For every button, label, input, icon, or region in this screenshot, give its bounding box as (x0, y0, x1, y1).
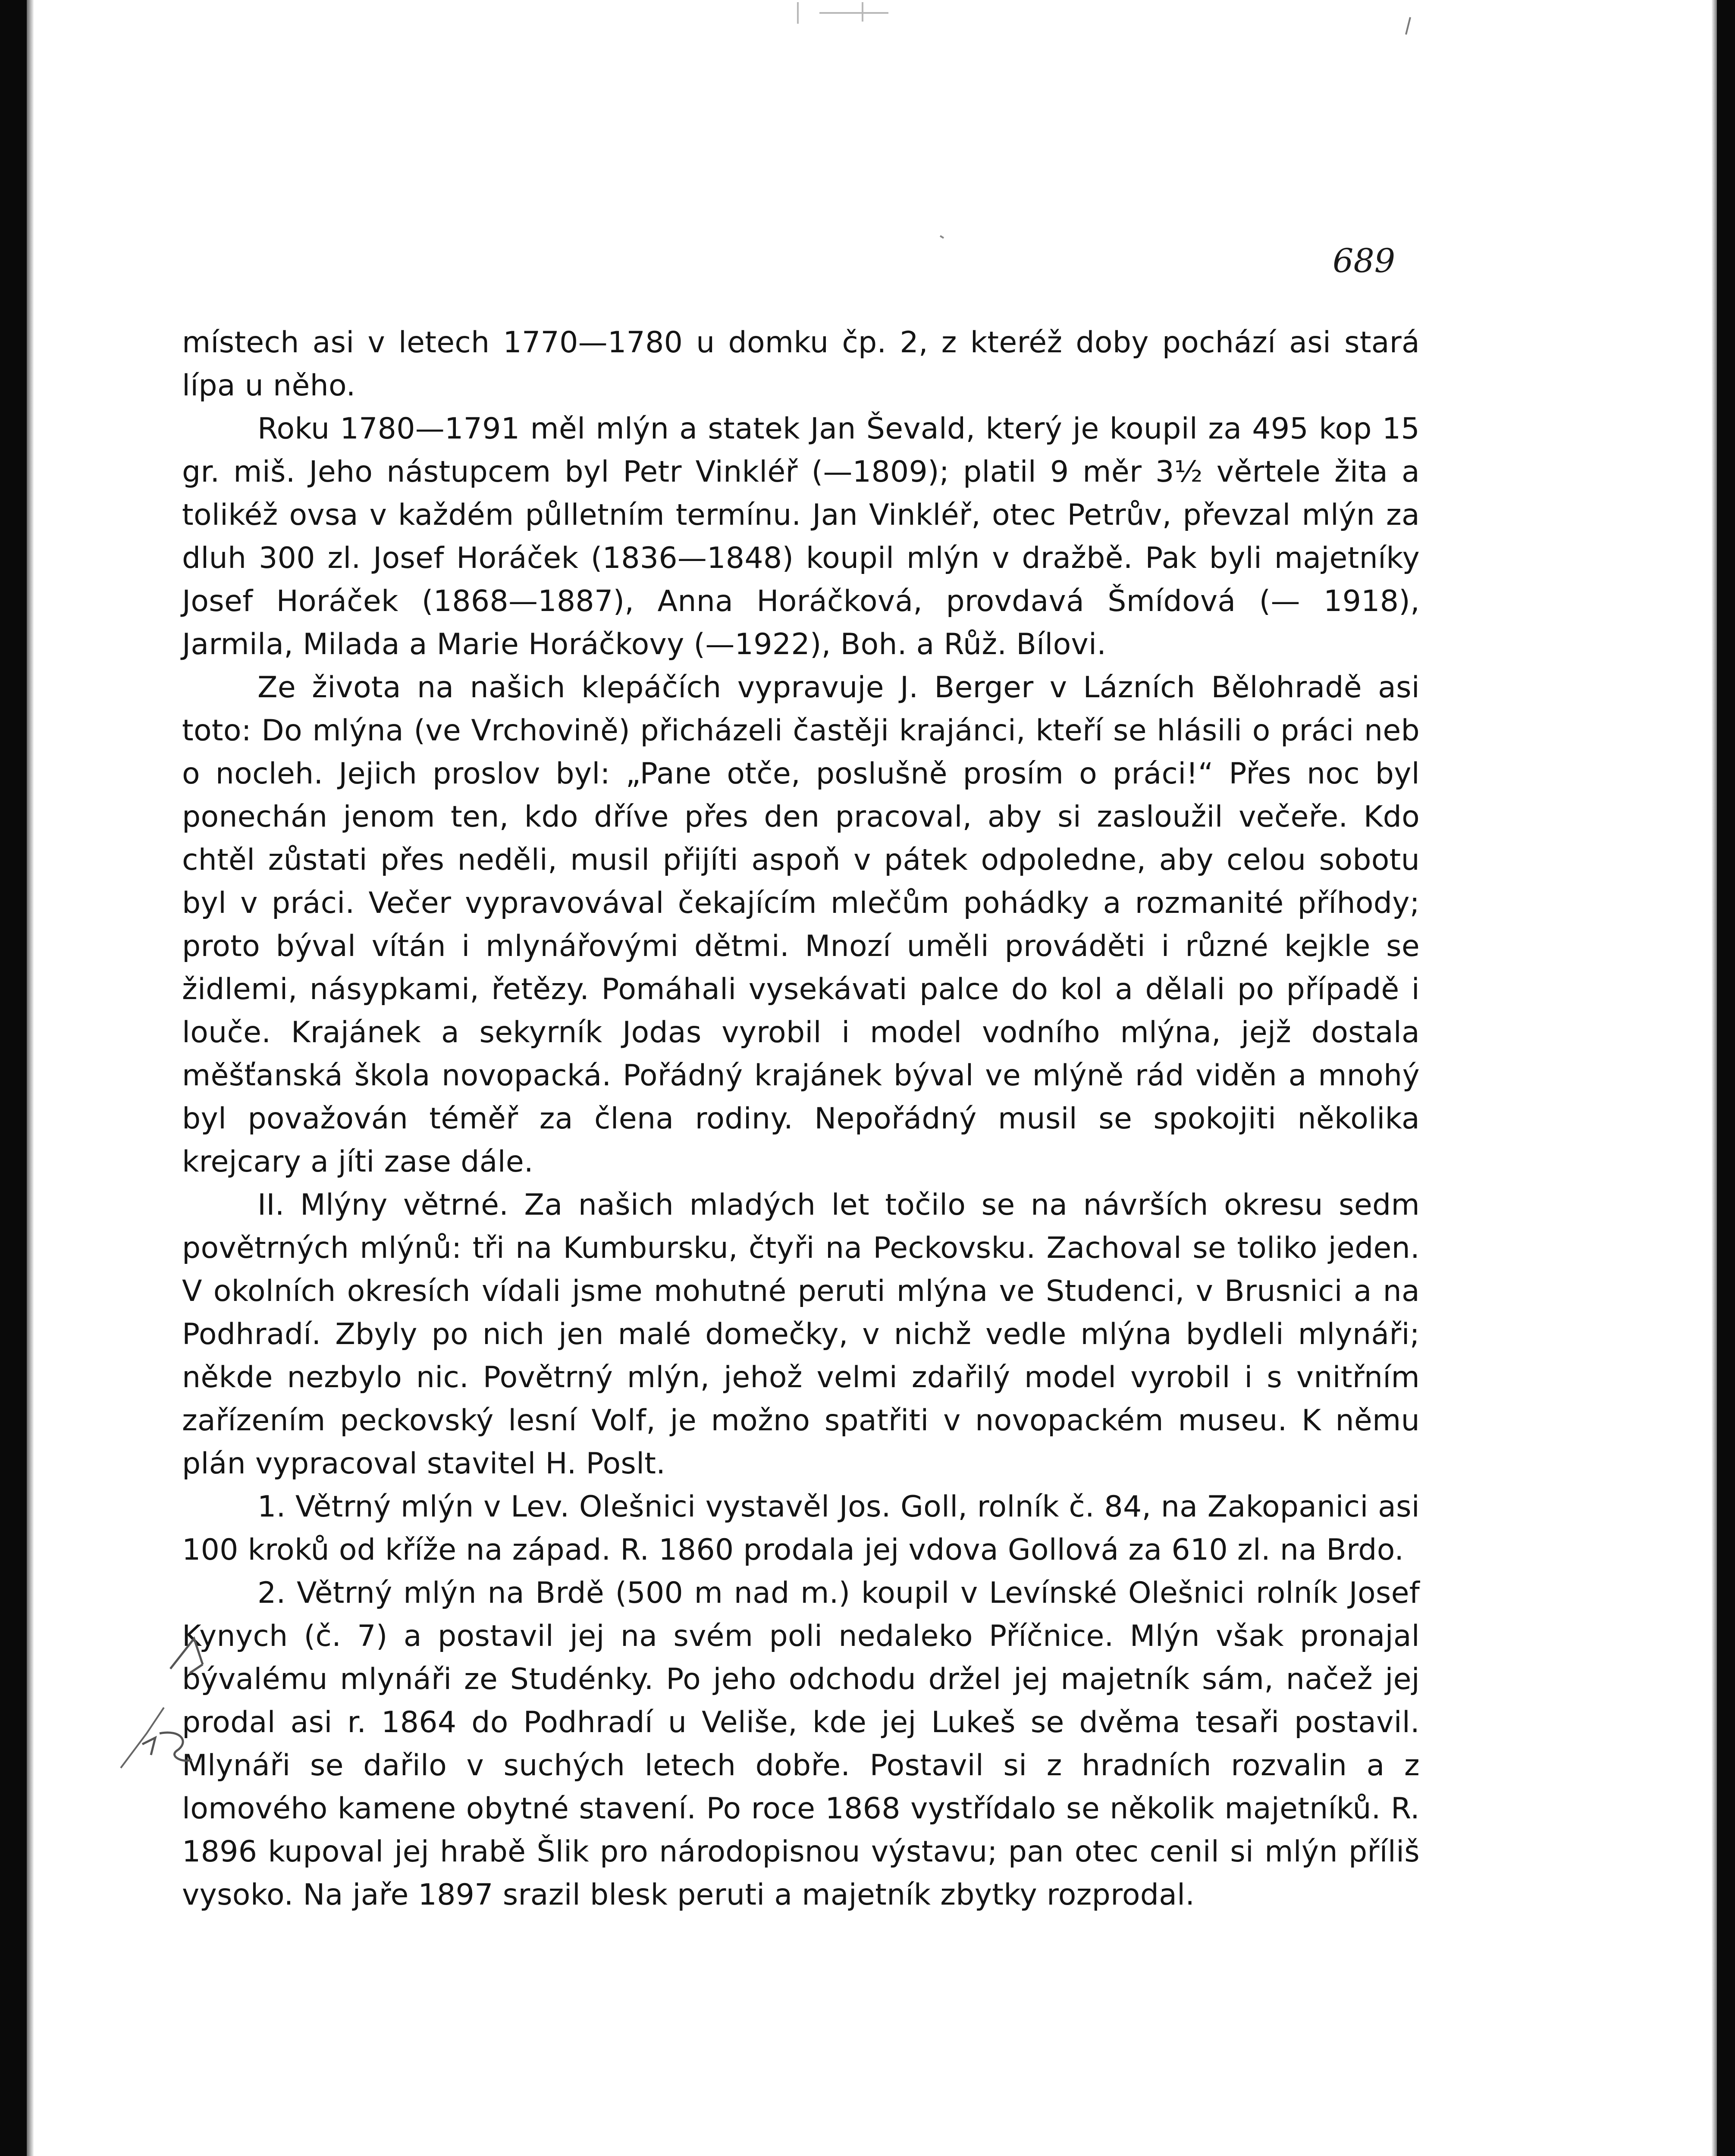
pencil-mark-corner (1406, 17, 1410, 34)
paragraph-windmill-2: 2. Větrný mlýn na Brdě (500 m nad m.) koupil v Levínské Olešnici rolník Josef Kynych (č. 7) a postavil jej na svém poli nedaleko Příčnice. Mlýn však pronajal bývalému mlynáři ze Studénky. Po jeho odchodu držel jej majetník sám, načež jej prodal asi r. 1864 do Podhradí u Veliše, kde jej Lukeš se dvěma tesaři postavil. Mlynáři se dařilo v suchých letech dobře. Postavil si z hradních rozvalin a z lomového kamene obytné stavení. Po roce 1868 vystřídalo se několik majetníků. R. 1896 kupoval jej hrabě Šlik pro národopisnou výstavu; pan otec cenil si mlýn příliš vysoko. Na jaře 1897 srazil blesk peruti a majetník zbytky rozprodal. (182, 1576, 1420, 1912)
paragraph-mill-owners: Roku 1780—1791 měl mlýn a statek Jan Ševald, který je koupil za 495 kop 15 gr. miš. Jeho nástupcem byl Petr Vinkléř (—1809); platil 9 měr 3½ věrtele žita a tolikéž ovsa v každém půlletním termínu. Jan Vinkléř, otec Petrův, převzal mlýn za dluh 300 zl. Josef Horáček (1836—1848) koupil mlýn v dražbě. Pak byli majetníky Josef Horáček (1868—1887), Anna Horáčková, provdavá Šmídová (— 1918), Jarmila, Milada a Marie Horáčkovy (—1922), Boh. a Růž. Bílovi. (182, 412, 1420, 661)
paragraph-windmills-intro: II. Mlýny větrné. Za našich mladých let točilo se na návrších okresu sedm povětrných mlýnů: tři na Kumbursku, čtyři na Peckovsku. Zachoval se toliko jeden. V okolních okresích vídali jsme mohutné peruti mlýna ve Studenci, v Brusnici a na Podhradí. Zbyly po nich jen malé domečky, v nichž vedle mlýna bydleli mlynáři; někde nezbylo nic. Povětrný mlýn, jehož velmi zdařilý model vyrobil i s vnitřním zařízením peckovský lesní Volf, je možno spatřiti v novopackém museu. K němu plán vypracoval stavitel H. Poslt. (182, 1188, 1420, 1481)
paragraph-windmill-1: 1. Větrný mlýn v Lev. Olešnici vystavěl Jos. Goll, rolník č. 84, na Zakopanici asi 100 kroků od kříže na západ. R. 1860 prodala jej vdova Gollová za 610 zl. na Brdo. (182, 1490, 1420, 1567)
paragraph-krajanci: Ze života na našich klepáčích vypravuje J. Berger v Lázních Bělohradě asi toto: Do mlýna (ve Vrchovině) přicházeli častěji krajánci, kteří se hlásili o práci neb o nocleh. Jejich proslov byl: „Pane otče, poslušně prosím o práci!“ Přes noc byl ponechán jenom ten, kdo dříve přes den pracoval, aby si zasloužil večeře. Kdo chtěl zůstati přes neděli, musil přijíti aspoň v pátek odpoledne, aby celou sobotu byl v práci. Večer vypravovával čekajícím mlečům pohádky a rozmanité příhody; proto býval vítán i mlynářovými dětmi. Mnozí uměli prováděti i různé kejkle se židlemi, násypkami, řetězy. Pomáhali vysekávati palce do kol a dělali po případě i louče. Krajánek a sekyrník Jodas vyrobil i model vodního mlýna, jejž dostala měšťanská škola novopacká. Pořádný krajánek býval ve mlýně rád viděn a mnohý byl považován téměř za člena rodiny. Nepořádný musil se spokojiti několika krejcary a jíti zase dále. (182, 671, 1420, 1179)
page-number: 689 (1333, 241, 1396, 280)
pencil-mark-margin-2 (121, 1708, 164, 1768)
pencil-mark-margin-3 (142, 1733, 192, 1761)
pencil-mark-top (798, 2, 888, 24)
paragraph-continuation: místech asi v letech 1770—1780 u domku čp. 2, z kteréž doby pochází asi stará lípa u něho. (182, 326, 1420, 403)
pencil-mark-margin-1 (170, 1639, 203, 1673)
pencil-mark-dot (940, 236, 944, 238)
